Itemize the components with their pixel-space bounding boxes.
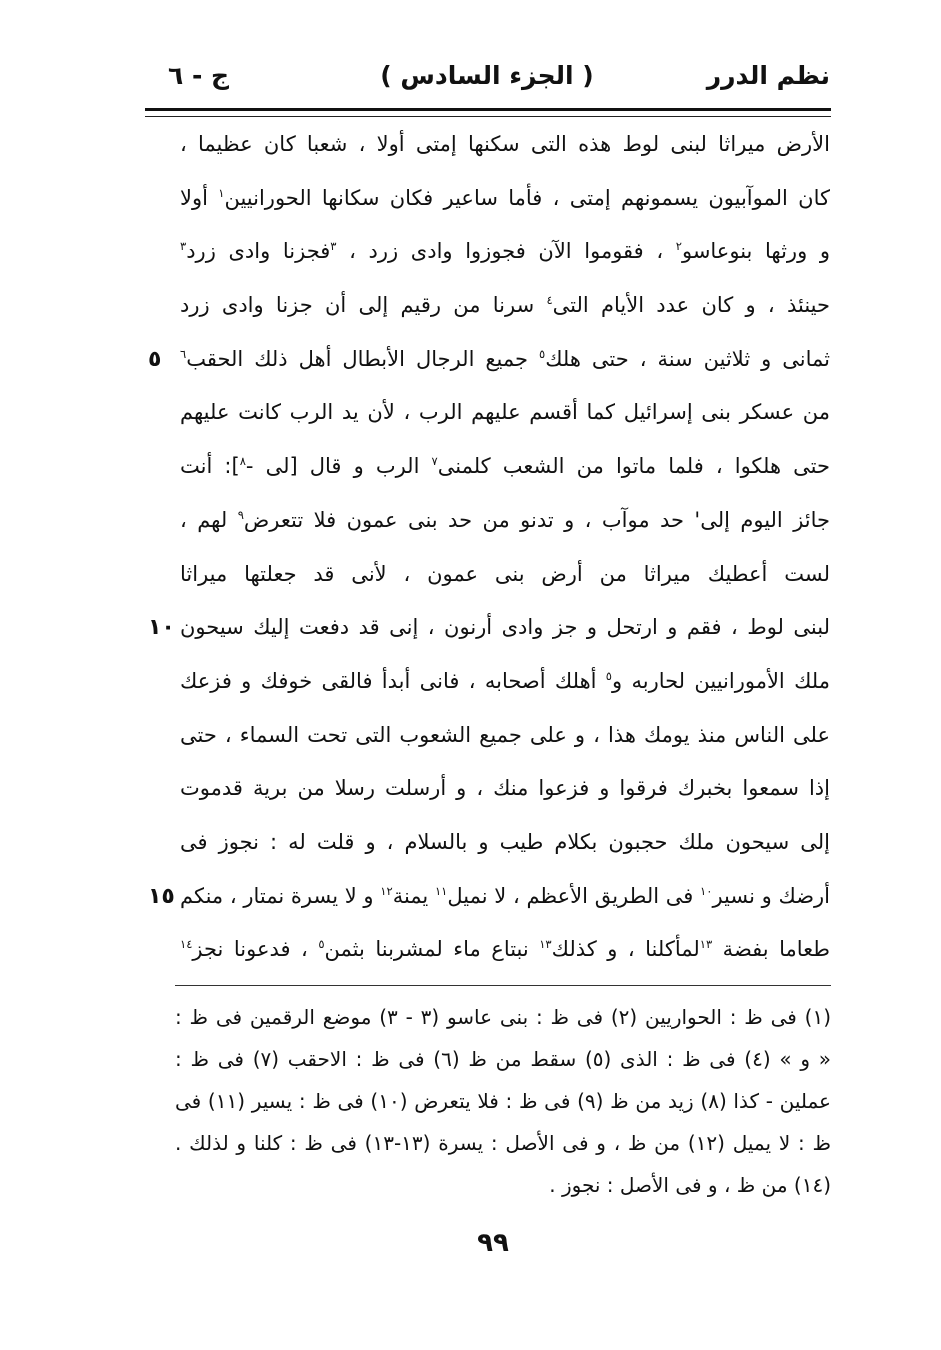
line-number: ١٥ [148, 883, 175, 909]
running-title: نظم الدرر [706, 61, 830, 90]
footnote-marker: ٣ [180, 239, 187, 254]
text-run: طعاما بفضة [712, 937, 830, 962]
line-number: ٥ [148, 346, 162, 372]
text-line [180, 870, 830, 924]
footnote-marker: ٤ [546, 293, 553, 308]
text-row [138, 225, 830, 279]
line-number-slot [138, 762, 180, 816]
line-number-slot [138, 118, 180, 172]
line-number-slot [138, 386, 180, 440]
text-row [138, 118, 830, 172]
footnote-marker: ٣ [330, 239, 337, 254]
text-run: إلى سيحون ملك حجبون بكلام طيب و بالسلام ، و قلت له : نجوز فى [180, 829, 830, 854]
text-line [180, 225, 830, 279]
text-run: ثمانى و ثلاثين سنة ، حتى هلك [545, 346, 830, 371]
footnote-marker: ٨ [239, 454, 246, 469]
text-line [180, 279, 830, 333]
text-line [180, 816, 830, 870]
volume-label: ج - ٦ [168, 61, 230, 90]
text-run: جميع الرجال الأبطال أهل ذلك الحقب [186, 346, 539, 371]
text-line [180, 440, 830, 494]
footnote-line: عملين - كذا (٨) زيد من ظ (٩) فى ظ : فلا يتعرض (١٠) فى ظ : يسير (١١) فى [175, 1089, 831, 1113]
text-run: ، فدعونا نجز [192, 937, 319, 962]
footnote-marker: ١٢ [380, 883, 393, 898]
footnote-line: ظ : لا يميل (١٢) من ظ ، و فى الأصل : يسرة (١٣-١٣) فى ظ : كلنا و لذلك . [175, 1131, 831, 1155]
text-line [180, 709, 830, 763]
text-line [180, 601, 830, 655]
footnote-marker: ٩ [237, 507, 244, 522]
footnote-marker: ٥ [539, 346, 546, 361]
header-rule-thin [145, 116, 831, 117]
line-number-slot [138, 709, 180, 763]
footnotes [175, 996, 831, 1206]
text-row [138, 655, 830, 709]
line-number: ١٠ [148, 615, 175, 641]
text-row [138, 494, 830, 548]
line-number-slot [138, 494, 180, 548]
text-run: على الناس منذ يومك هذا ، و على جميع الشعوب التى تحت السماء ، حتى [180, 722, 830, 747]
text-row [138, 709, 830, 763]
text-row [138, 172, 830, 226]
line-number-slot [138, 548, 180, 602]
text-run: أهلك أصحابه ، فانى أبدأ فالقى خوفك و فزعك [180, 668, 606, 693]
text-run: إذا سمعوا بخبرك فرقوا و فزعوا منك ، و أرسلت رسلا من برية قدموت [180, 776, 830, 801]
text-run: لبنى لوط ، فقم و ارتحل و جز وادى أرنون ، إنى قد دفعت إليك سيحون [180, 615, 830, 640]
text-row [138, 816, 830, 870]
text-row [138, 386, 830, 440]
text-run: كان الموآبيون يسمونهم إمتى ، فأما ساعير فكان سكانها الحورانيين [224, 185, 830, 210]
text-run: جائز اليوم إلى' حد موآب ، و تدنو من حد بنى عمون فلا تتعرض [243, 507, 830, 532]
text-run: و لا يسرة نمتار ، منكم [180, 883, 381, 908]
text-run: لمأكلنا ، و كذلك [551, 937, 700, 962]
text-line [180, 172, 830, 226]
text-row [138, 548, 830, 602]
text-row [138, 440, 830, 494]
text-run: فجزنا وادى زرد [186, 239, 331, 264]
footnote-marker: ١٠ [700, 883, 713, 898]
footnote-line: « و » (٤) فى ظ : الذى (٥) سقط من ظ (٦) فى ظ : الاحقب (٧) فى ظ : [175, 1047, 831, 1071]
text-line [180, 923, 830, 977]
text-run: نبتاع ماء لمشربنا بثمن [324, 937, 540, 962]
part-title: ( الجزء السادس ) [380, 61, 594, 90]
text-row [138, 923, 830, 977]
footnote-marker: ١٣ [539, 937, 552, 952]
footnote-marker: ٥ [605, 668, 612, 683]
text-line [180, 118, 830, 172]
footnote-line: (١) فى ظ : الحواريين (٢) فى ظ : بنى عاسو (٣ - ٣) موضع الرقمين فى ظ : [175, 1005, 831, 1029]
text-run: لهم ، [180, 507, 238, 532]
text-run: لست أعطيك ميراثا من أرض بنى عمون ، لأنى قد جعلتها ميراثا [180, 561, 830, 586]
text-run: ملك الأمورانيين لحاربه و [612, 668, 830, 693]
text-run: و ورثها بنوعاسو [681, 239, 830, 264]
text-line [180, 762, 830, 816]
text-row [138, 601, 830, 655]
line-number-slot [138, 816, 180, 870]
text-line [180, 548, 830, 602]
page-number: ٩٩ [477, 1228, 509, 1258]
line-number-slot [138, 923, 180, 977]
text-row [138, 870, 830, 924]
text-line [180, 494, 830, 548]
footnote-marker: ١٤ [180, 937, 193, 952]
text-run: سرنا من رقيم إلى أن جزنا وادى زرد [180, 293, 547, 318]
text-run: أرضك و نسير [712, 883, 830, 908]
text-run: فى الطريق الأعظم ، لا نميل [447, 883, 701, 908]
text-run: من عسكر بنى إسرائيل كما أقسم عليهم الرب ، لأن يد الرب كانت عليهم [180, 400, 830, 425]
line-number-slot [138, 225, 180, 279]
text-run: حتى هلكوا ، فلما ماتوا من الشعب كلمنى [437, 454, 830, 479]
text-run: الأرض ميراثا لبنى لوط هذه التى سكنها إمتى أولا ، شعبا كان عظيما ، [180, 132, 830, 156]
text-run: أولا [180, 185, 219, 210]
line-number-slot [138, 440, 180, 494]
footnote-marker: ١١ [434, 883, 448, 898]
line-number-slot [138, 172, 180, 226]
text-row [138, 333, 830, 387]
text-run: الرب و قال [لى - [245, 454, 432, 479]
text-run: حينئذ ، و كان عدد الأيام التى [552, 293, 830, 318]
text-line [180, 655, 830, 709]
text-run: يمنة [392, 883, 435, 908]
footnote-rule [175, 985, 831, 986]
footnote-line: (١٤) من ظ ، و فى الأصل : نجوز . [549, 1173, 831, 1197]
header-rule-thick [145, 108, 831, 111]
text-line [180, 386, 830, 440]
body-text [138, 118, 830, 977]
footnote-marker: ٧ [431, 454, 438, 469]
footnote-marker: ١٣ [699, 937, 713, 952]
text-line [180, 333, 830, 387]
text-row [138, 762, 830, 816]
line-number-slot [138, 655, 180, 709]
text-run: ]: أنت [180, 454, 240, 479]
footnote-marker: ٥ [318, 937, 325, 952]
footnote-marker: ١ [218, 185, 225, 200]
footnote-marker: ٦ [180, 346, 187, 361]
text-run: ، فقوموا الآن فجوزوا وادى زرد ، [336, 239, 676, 264]
footnote-marker: ٢ [675, 239, 682, 254]
text-row [138, 279, 830, 333]
line-number-slot [138, 279, 180, 333]
